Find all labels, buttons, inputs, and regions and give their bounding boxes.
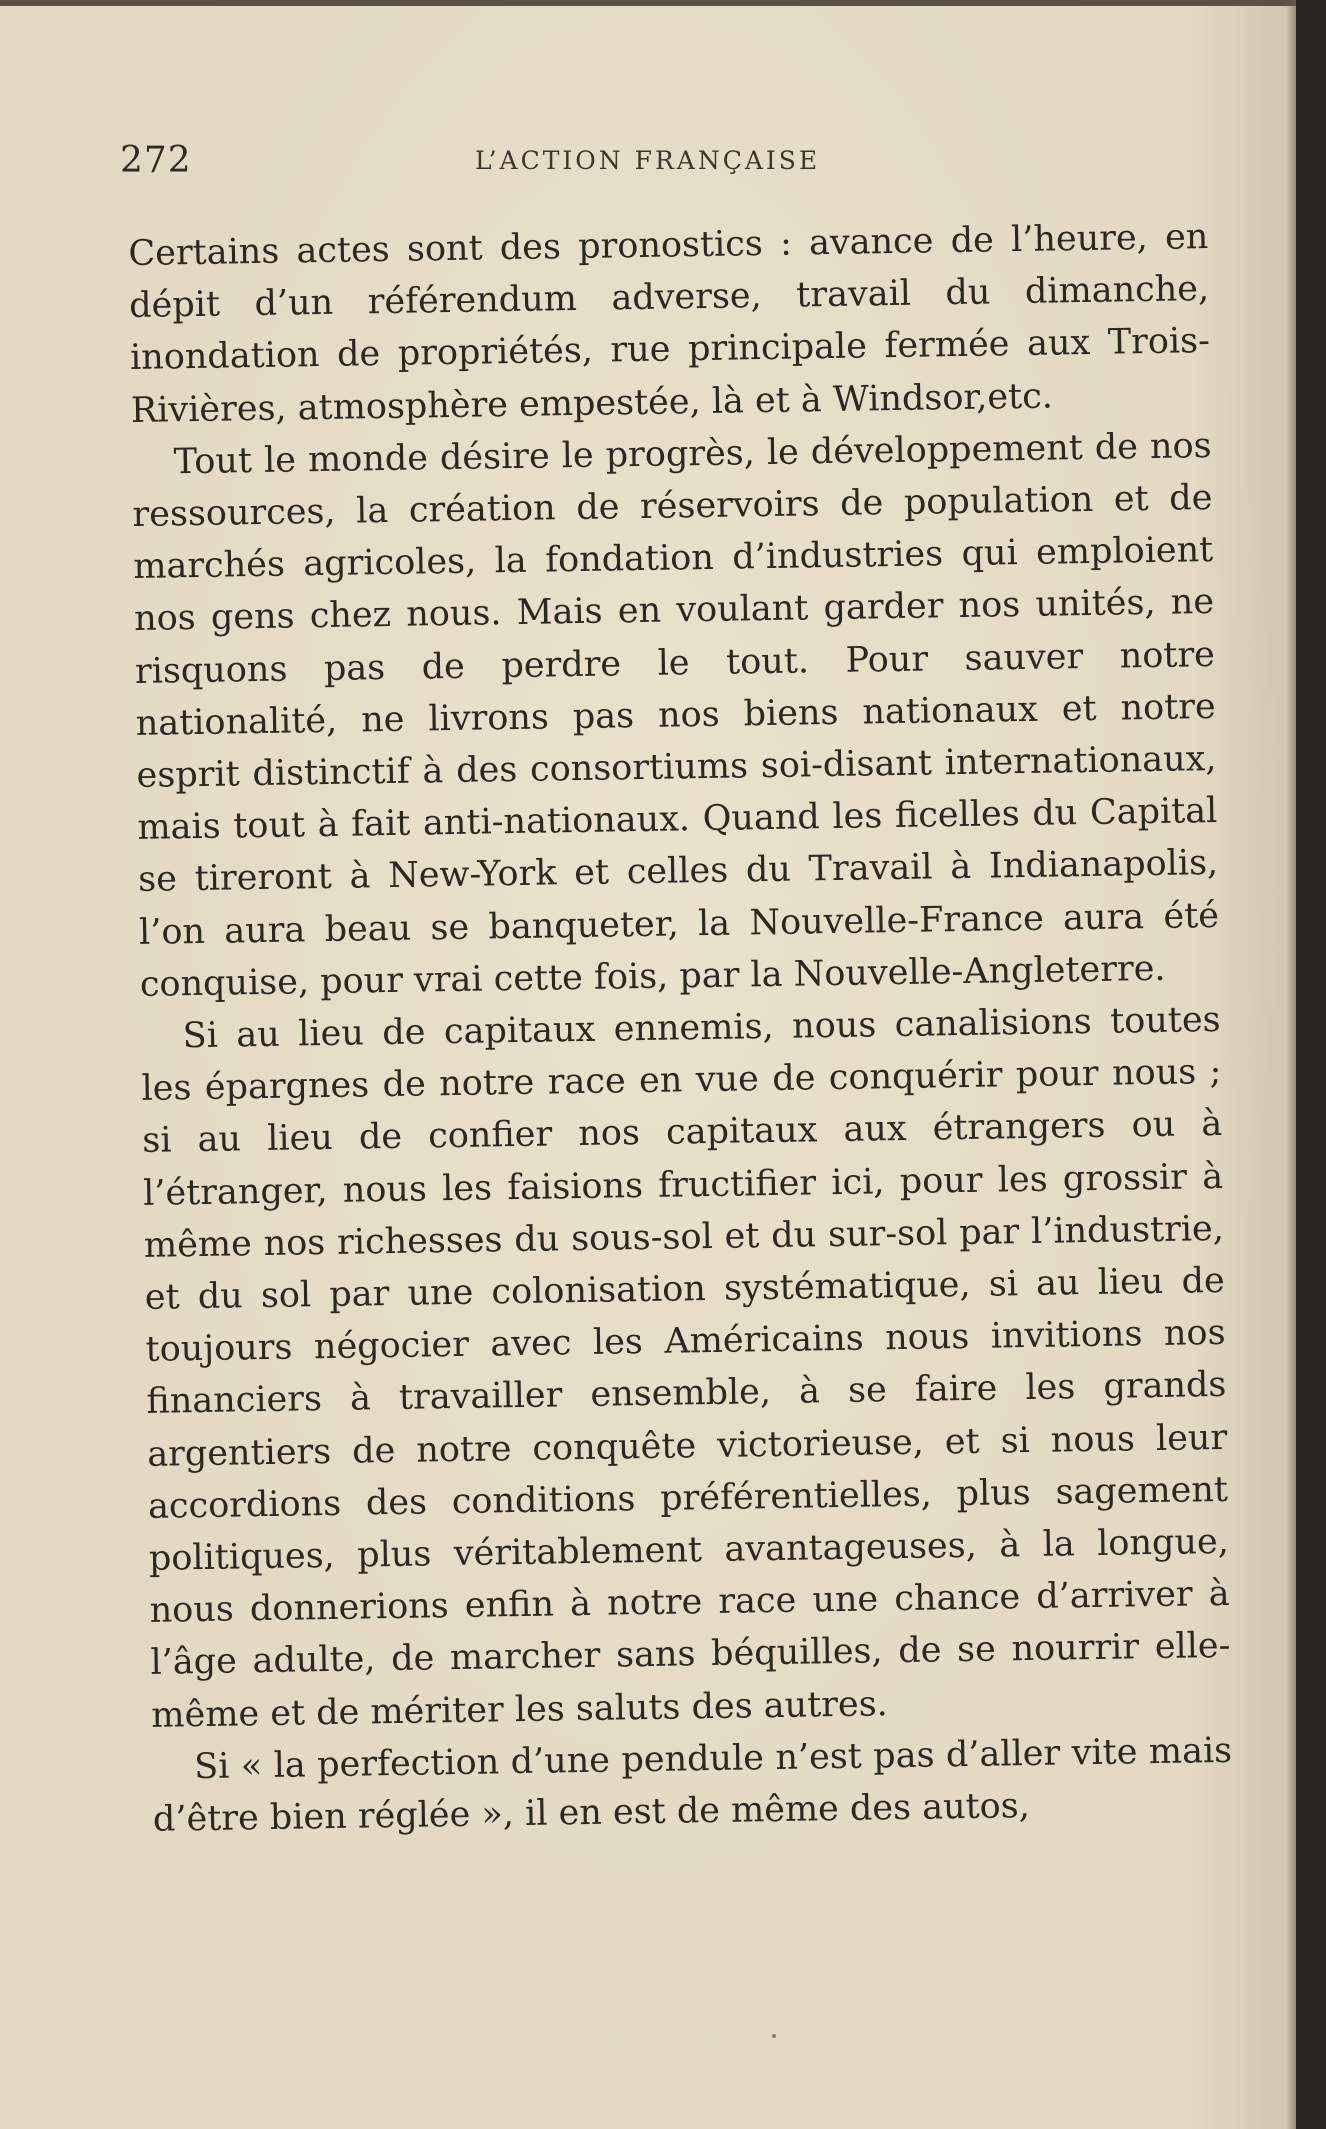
running-title: L’ACTION FRANÇAISE <box>475 146 821 175</box>
paper-speck <box>772 2034 776 2038</box>
paragraph: Si « la perfection d’une pendule n’est pas d’aller vite mais d’être bien réglée », il en est de même des autos, <box>152 1730 1233 1840</box>
page-number: 272 <box>120 140 192 181</box>
page-top-edge <box>0 0 1296 6</box>
paragraph: Si au lieu de capitaux ennemis, nous canalisions toutes les épargnes de notre race en vue de conquérir pour nous ; si au lieu de confier nos capitaux aux étrangers ou à l’étranger, nous les faisions fructifier ici, pour les grossir à même nos richesses du sous-sol et du sur-sol par l’industrie, et du sol par une colonisation systématique, si au lieu de toujours négocier avec les Américains nous invitions nos financiers à travailler ensemble, à se faire les grands argentiers de notre conquête victorieuse, et si nous leur accordions des conditions préférentielles, plus sagement politiques, plus véritablement avantageuses, à la longue, nous donnerions enfin à notre race une chance d’arriver à l’âge adulte, de marcher sans béquilles, de se nourrir elle-même et de mériter les saluts des autres. <box>141 999 1231 1736</box>
paragraph: Certains actes sont des pronostics : avance de l’heure, en dépit d’un référendum adverse, travail du dimanche, inondation de propriétés, rue principale fermée aux Trois-Rivières, atmosphère empestée, là et à Windsor,etc. <box>128 217 1211 431</box>
body-text <box>128 211 1233 1846</box>
page-header <box>120 140 1250 190</box>
page-binding-shadow <box>1286 0 1296 2129</box>
paragraph: Tout le monde désire le progrès, le développement de nos ressources, la création de réservoirs de population et de marchés agricoles, la fondation d’industries qui emploient nos gens chez nous. Mais en voulant garder nos unités, ne risquons pas de perdre le tout. Pour sauver notre nationalité, ne livrons pas nos biens nationaux et notre esprit distinctif à des consortiums soi-disant internationaux, mais tout à fait anti-nationaux. Quand les ficelles du Capital se tireront à New-York et celles du Travail à Indianapolis, l’on aura beau se banqueter, la Nouvelle-France aura été conquise, pour vrai cette fois, par la Nouvelle-Angleterre. <box>132 425 1220 1005</box>
